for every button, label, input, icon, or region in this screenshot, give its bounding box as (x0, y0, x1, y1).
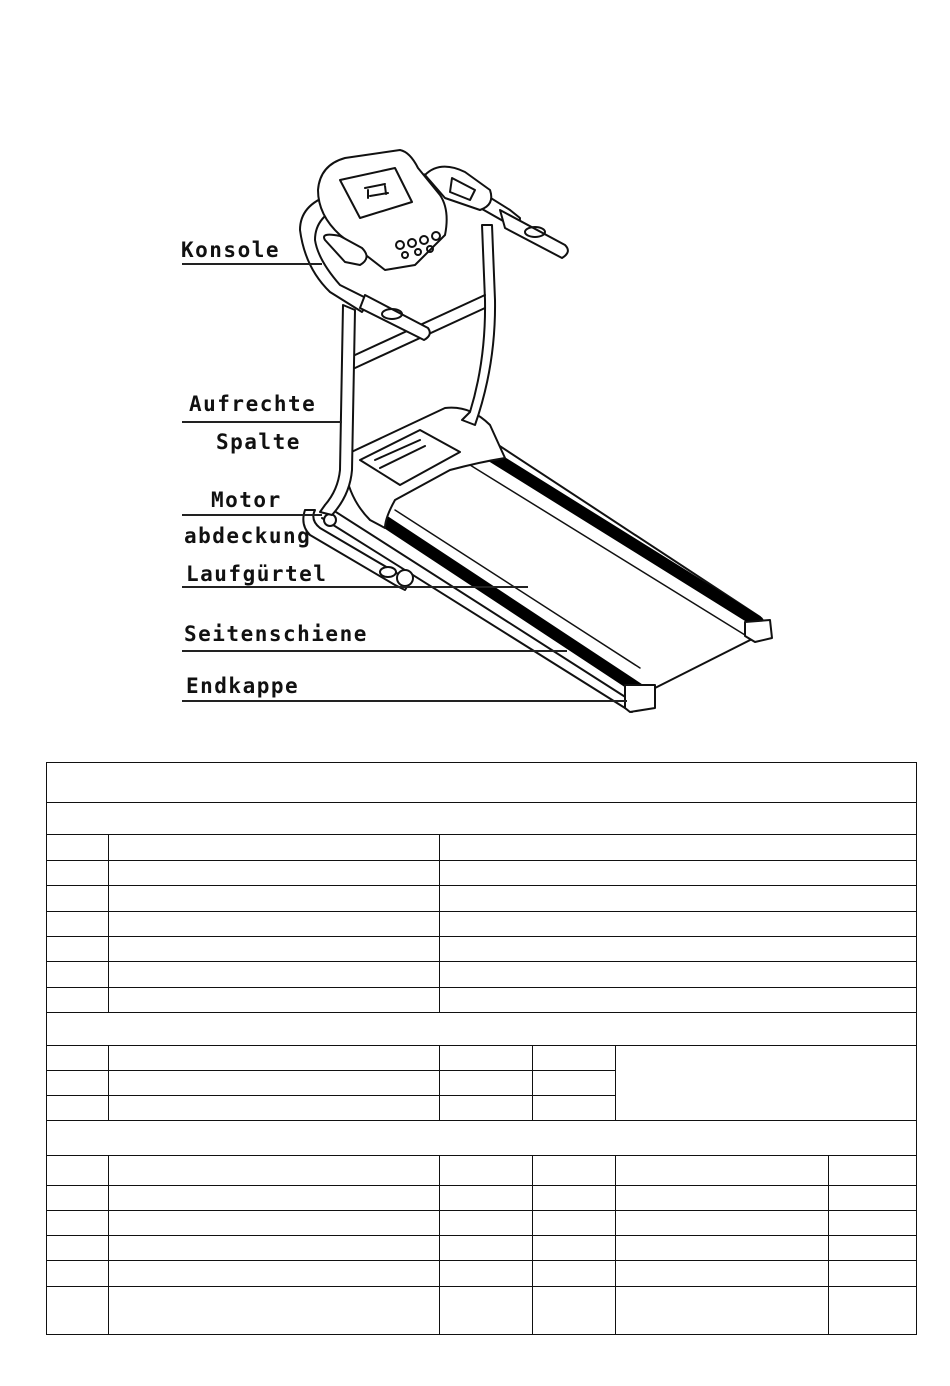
table-cell (532, 1235, 616, 1261)
table-cell (828, 1185, 917, 1211)
table-cell (108, 961, 440, 988)
table-cell (108, 1286, 440, 1335)
table-cell (46, 1012, 917, 1046)
table-cell (828, 1260, 917, 1287)
table-cell (615, 1210, 829, 1236)
table-cell (108, 1185, 440, 1211)
table-cell (439, 834, 917, 861)
table-cell (615, 1155, 829, 1186)
table-cell (46, 1210, 109, 1236)
table-cell (108, 1210, 440, 1236)
table-cell (532, 1286, 616, 1335)
table-cell (828, 1155, 917, 1186)
table-cell (439, 987, 917, 1013)
table-cell (439, 1070, 533, 1096)
table-cell (46, 1260, 109, 1287)
table-cell (108, 1235, 440, 1261)
label-side-rail: Seitenschiene (184, 622, 368, 646)
table-cell (46, 987, 109, 1013)
table-cell (46, 1155, 109, 1186)
leader-upright (182, 421, 342, 423)
table-cell (108, 1045, 440, 1071)
label-motor-line1: Motor (211, 488, 282, 512)
table-cell (108, 834, 440, 861)
table-cell (439, 936, 917, 962)
table-cell (439, 961, 917, 988)
table-cell (615, 1235, 829, 1261)
table-cell (439, 1045, 533, 1071)
table-cell (828, 1210, 917, 1236)
table-cell (46, 1235, 109, 1261)
table-cell (615, 1185, 829, 1211)
table-cell (532, 1095, 616, 1121)
label-end-cap: Endkappe (186, 674, 300, 698)
leader-running-belt (182, 586, 528, 588)
table-cell (108, 1155, 440, 1186)
table-cell (108, 885, 440, 912)
table-cell (828, 1286, 917, 1335)
table-cell (46, 762, 917, 803)
leader-motor (182, 514, 322, 516)
console-unit (318, 150, 491, 270)
label-upright-line1: Aufrechte (189, 392, 317, 416)
table-cell (46, 834, 109, 861)
left-side-rail (375, 515, 640, 690)
table-cell (46, 1185, 109, 1211)
table-cell (46, 1120, 917, 1156)
table-cell (532, 1210, 616, 1236)
leader-console (182, 263, 322, 265)
table-cell (615, 1286, 829, 1335)
table-cell (532, 1155, 616, 1186)
label-upright-line2: Spalte (216, 430, 301, 454)
table-cell (532, 1070, 616, 1096)
table-cell (615, 1045, 917, 1121)
table-cell (439, 1155, 533, 1186)
table-cell (439, 860, 917, 886)
table-cell (439, 1286, 533, 1335)
table-cell (828, 1235, 917, 1261)
label-console: Konsole (181, 238, 281, 262)
table-cell (532, 1260, 616, 1287)
motor-cover-drawing (345, 408, 505, 528)
table-cell (46, 936, 109, 962)
table-cell (532, 1185, 616, 1211)
table-cell (439, 1235, 533, 1261)
table-cell (46, 1286, 109, 1335)
table-cell (439, 911, 917, 937)
table-cell (46, 802, 917, 835)
table-cell (46, 961, 109, 988)
table-cell (439, 1095, 533, 1121)
table-cell (108, 860, 440, 886)
table-cell (108, 936, 440, 962)
table-cell (46, 1070, 109, 1096)
leader-end-cap (182, 700, 627, 702)
table-cell (615, 1260, 829, 1287)
table-cell (46, 860, 109, 886)
table-cell (46, 1095, 109, 1121)
table-cell (532, 1045, 616, 1071)
label-running-belt: Laufgürtel (186, 562, 328, 586)
label-motor-line2: abdeckung (184, 524, 312, 548)
table-cell (439, 1210, 533, 1236)
table-cell (108, 1260, 440, 1287)
table-cell (46, 1045, 109, 1071)
table-cell (439, 1185, 533, 1211)
spec-table (46, 762, 916, 1334)
table-cell (108, 987, 440, 1013)
table-cell (439, 1260, 533, 1287)
table-cell (108, 1070, 440, 1096)
table-cell (46, 911, 109, 937)
table-cell (439, 885, 917, 912)
table-cell (108, 1095, 440, 1121)
leader-side-rail (182, 650, 567, 652)
table-cell (108, 911, 440, 937)
table-cell (46, 885, 109, 912)
